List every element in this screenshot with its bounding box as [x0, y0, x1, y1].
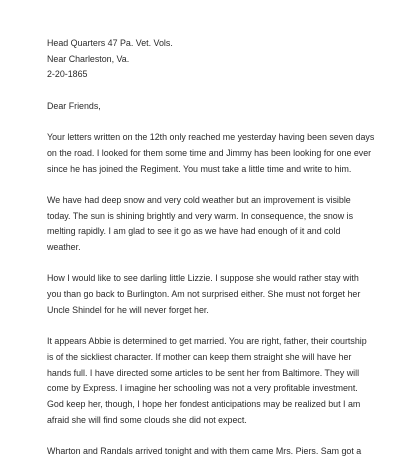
paragraph-line: is of the sickliest character. If mother can keep them straight she will have her: [47, 351, 352, 362]
letter-heading-line-2: Near Charleston, Va.: [47, 53, 130, 64]
paragraph-line: God keep her, though, I hope her fondest anticipations may be realized but I am: [47, 399, 361, 410]
paragraph-line: melting rapidly. I am glad to see it go as we have had enough of it and cold: [47, 226, 341, 237]
letter-body: [47, 36, 375, 460]
paragraph-line: How I would like to see darling little Lizzie. I suppose she would rather stay with: [47, 273, 359, 284]
paragraph-line: afraid she will find some clouds she did not expect.: [47, 414, 247, 425]
paragraph-line: today. The sun is shining brightly and very warm. In consequence, the snow is: [47, 210, 354, 221]
letter-salutation: Dear Friends,: [47, 100, 101, 111]
letter-date: 2-20-1865: [47, 69, 88, 80]
paragraph-3: [47, 271, 367, 318]
paragraph-2: [47, 193, 367, 256]
paragraph-line: Wharton and Randals arrived tonight and with them came Mrs. Piers. Sam got a: [47, 446, 362, 457]
paragraph-line: It appears Abbie is determined to get married. You are right, father, their courtship: [47, 336, 367, 347]
paragraph-line: Your letters written on the 12th only reached me yesterday having been seven days: [47, 132, 375, 143]
paragraph-4: [47, 334, 367, 428]
paragraph-line: hands full. I have directed some articles to be sent her from Baltimore. They will: [47, 367, 360, 378]
paragraph-5: [47, 444, 367, 460]
paragraph-line: you than go back to Burlington. Am not surprised either. She must not forget her: [47, 289, 361, 300]
paragraph-line: Uncle Shindel for he will never forget her.: [47, 304, 209, 315]
paragraph-line: We have had deep snow and very cold weather but an improvement is visible: [47, 194, 351, 205]
letter-heading-line-1: Head Quarters 47 Pa. Vet. Vols.: [47, 38, 173, 48]
paragraph-line: on the road. I looked for them some time and Jimmy has been looking for one ever: [47, 147, 372, 158]
paragraph-line: weather.: [47, 242, 81, 253]
paragraph-1: [47, 130, 375, 177]
paragraph-line: come by Express. I imagine her schooling was not a very profitable investment.: [47, 383, 358, 394]
paragraph-line: since he has joined the Regiment. You must take a little time and write to him.: [47, 163, 352, 174]
